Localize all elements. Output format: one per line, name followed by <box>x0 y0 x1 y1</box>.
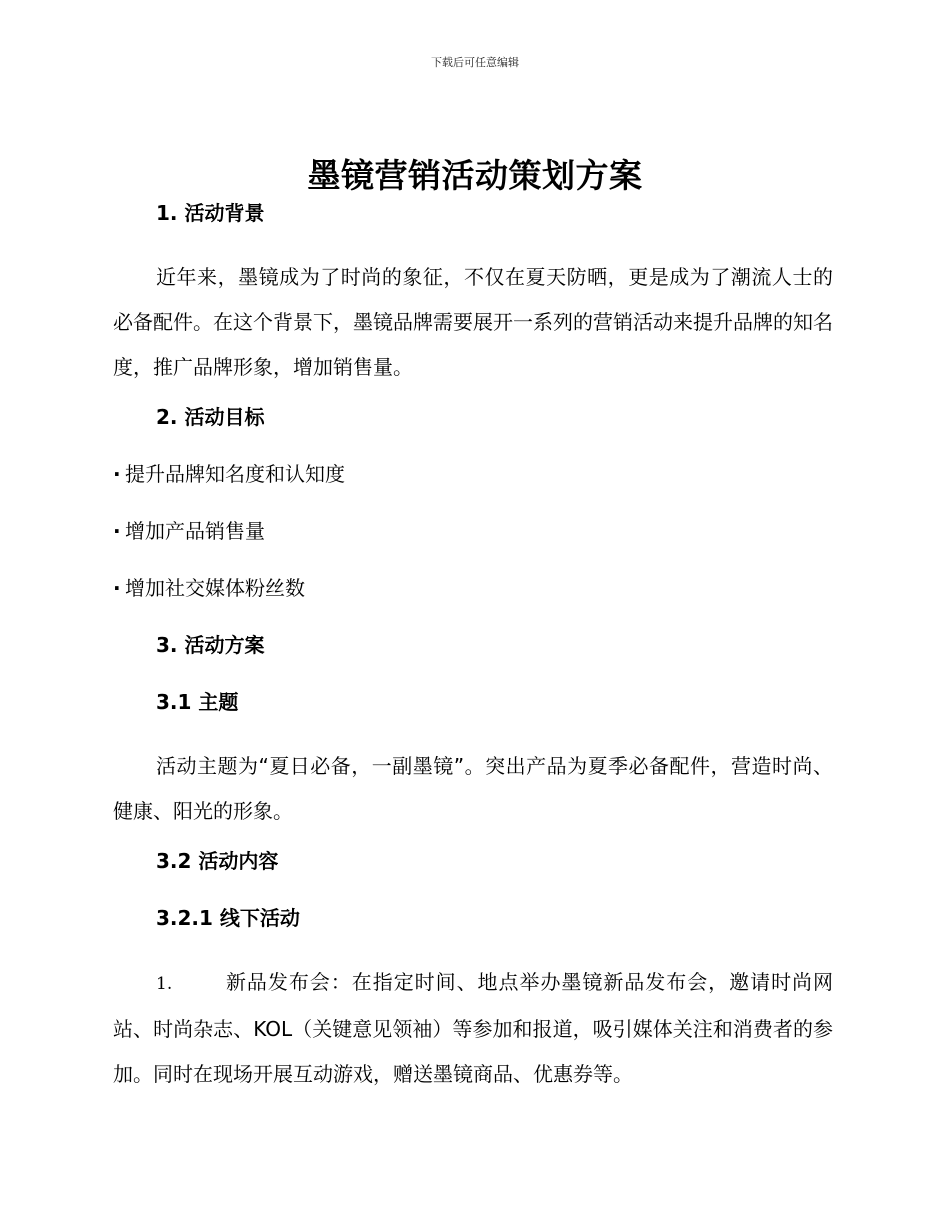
goal-text: 提升品牌知名度和认知度 <box>125 462 345 486</box>
subsection-heading-theme: 3.1 主题 <box>156 690 239 714</box>
numbered-item-text: 新品发布会：在指定时间、地点举办墨镜新品发布会，邀请时尚网站、时尚杂志、KOL（关键意见领袖）等参加和报道，吸引媒体关注和消费者的参加。同时在现场开展互动游戏，赠送墨镜商品、优惠券等。 <box>113 970 833 1086</box>
background-paragraph: 近年来，墨镜成为了时尚的象征，不仅在夏天防晒，更是成为了潮流人士的必备配件。在这个背景下，墨镜品牌需要展开一系列的营销活动来提升品牌的知名度，推广品牌形象，增加销售量。 <box>113 265 833 379</box>
subsection-heading-content: 3.2 活动内容 <box>156 849 279 873</box>
goal-list-item <box>113 516 833 546</box>
list-number: 1. <box>156 974 173 994</box>
section-heading-background: 1. 活动背景 <box>156 201 265 225</box>
theme-paragraph: 活动主题为“夏日必备，一副墨镜”。突出产品为夏季必备配件，营造时尚、健康、阳光的形象。 <box>113 754 833 823</box>
goal-list-item <box>113 459 833 489</box>
section-heading-goals: 2. 活动目标 <box>156 405 265 429</box>
goal-text: 增加产品销售量 <box>125 519 265 543</box>
header-note: 下载后可任意编辑 <box>431 56 519 69</box>
goal-list-item <box>113 573 833 603</box>
document-body <box>113 198 833 1097</box>
section-heading-plan: 3. 活动方案 <box>156 633 265 657</box>
goal-text: 增加社交媒体粉丝数 <box>125 576 305 600</box>
bullet-icon: · <box>113 519 121 543</box>
numbered-item <box>113 960 833 1097</box>
document-title: 墨镜营销活动策划方案 <box>307 156 643 195</box>
subsection-heading-offline: 3.2.1 线下活动 <box>156 906 300 930</box>
bullet-icon: · <box>113 576 121 600</box>
bullet-icon: · <box>113 462 121 486</box>
